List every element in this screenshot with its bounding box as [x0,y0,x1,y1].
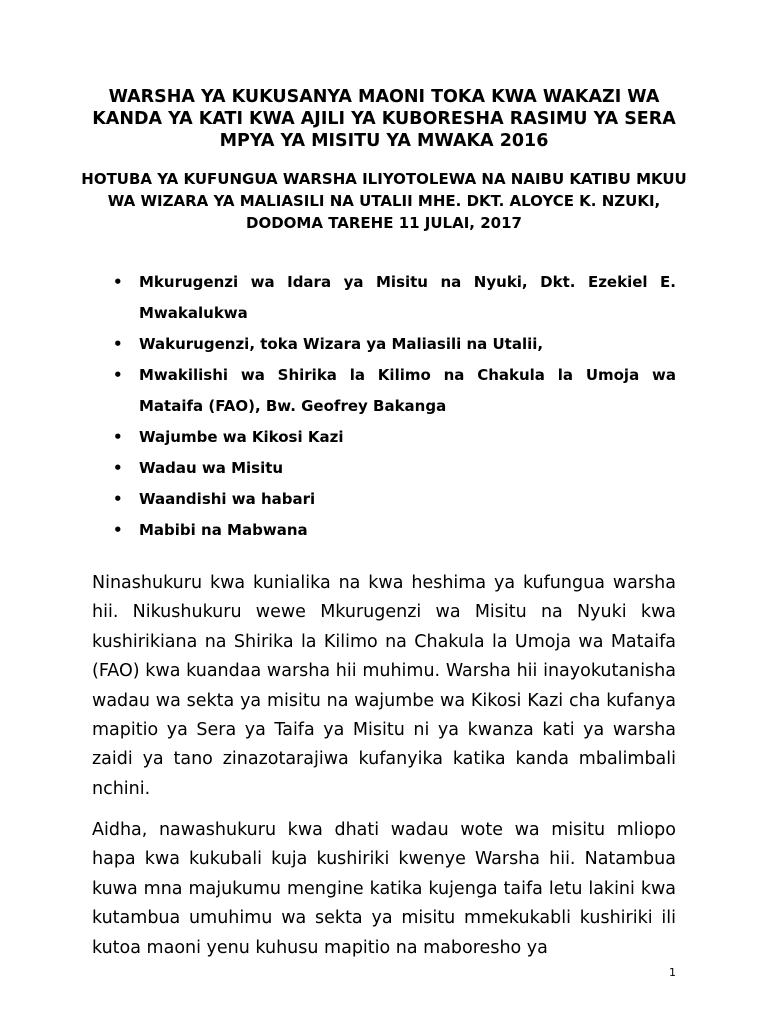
bullet-icon: • [113,521,123,539]
bullet-icon: • [113,273,123,291]
addressee-text: Wadau wa Misitu [139,459,284,477]
bullet-icon: • [113,335,123,353]
page-number: 1 [669,966,676,979]
list-item [113,515,676,546]
body-paragraph: Aidha, nawashukuru kwa dhati wadau wote wa misitu mliopo hapa kwa kukubali kuja kushiriki kwenye Warsha hii. Natambua kuwa mna majukumu mengine katika kujenga taifa letu lakini kwa kutambua umuhimu wa sekta ya misitu mmekukabli kushiriki ili kutoa maoni yenu kuhusu mapitio na maboresho ya [92,820,676,958]
list-item [113,484,676,515]
bullet-icon: • [113,428,123,446]
speech-subtitle: HOTUBA YA KUFUNGUA WARSHA ILIYOTOLEWA NA NAIBU KATIBU MKUU WA WIZARA YA MALIASILI NA UTALII MHE. DKT. ALOYCE K. NZUKI, DODOMA TAREHE 11 JULAI, 2017 [81,170,687,232]
list-item [113,360,676,422]
addressee-text: Wakurugenzi, toka Wizara ya Maliasili na Utalii, [139,335,544,353]
addressee-list [113,267,676,546]
addressee-text: Mkurugenzi wa Idara ya Misitu na Nyuki, Dkt. Ezekiel E. Mwakalukwa [139,273,676,322]
body-paragraph: Ninashukuru kwa kunialika na kwa heshima ya kufungua warsha hii. Nikushukuru wewe Mkurugenzi wa Misitu na Nyuki kwa kushirikiana na Shirika la Kilimo na Chakula la Umoja wa Mataifa (FAO) kwa kuandaa warsha hii muhimu. Warsha hii inayokutanisha wadau wa sekta ya misitu na wajumbe wa Kikosi Kazi cha kufanya mapitio ya Sera ya Taifa ya Misitu ni ya kwanza kati ya warsha zaidi ya tano zinazotarajiwa kufanyika katika kanda mbalimbali nchini. [92,573,676,799]
list-item [113,267,676,329]
addressee-text: Mwakilishi wa Shirika la Kilimo na Chakula la Umoja wa Mataifa (FAO), Bw. Geofrey Bakanga [139,366,676,415]
list-item [113,453,676,484]
document-title: WARSHA YA KUKUSANYA MAONI TOKA KWA WAKAZI WA KANDA YA KATI KWA AJILI YA KUBORESHA RASIMU YA SERA MPYA YA MISITU YA MWAKA 2016 [92,87,676,151]
bullet-icon: • [113,366,123,384]
list-item [113,329,676,360]
addressee-text: Mabibi na Mabwana [139,521,308,539]
list-item [113,422,676,453]
bullet-icon: • [113,490,123,508]
bullet-icon: • [113,459,123,477]
addressee-text: Wajumbe wa Kikosi Kazi [139,428,344,446]
addressee-text: Waandishi wa habari [139,490,316,508]
